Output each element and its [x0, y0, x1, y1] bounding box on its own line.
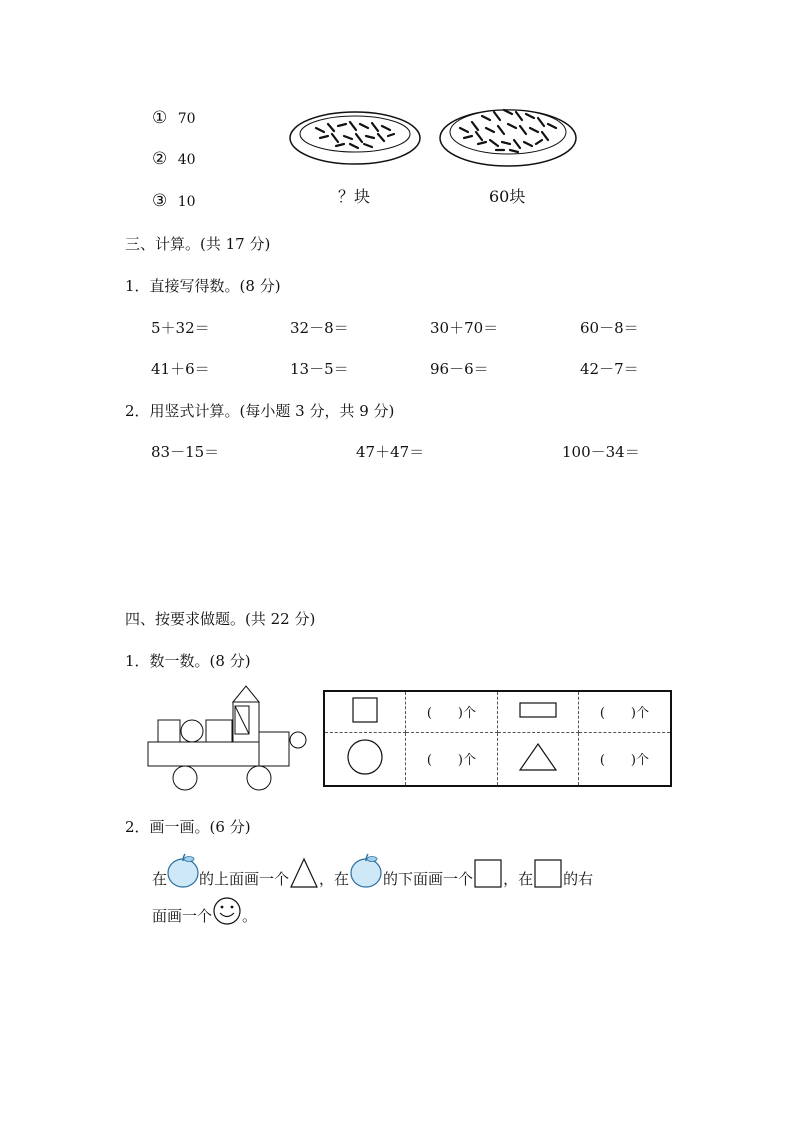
choice-value: 40	[177, 152, 196, 168]
section3-q1-title: 1．直接写得数。(8 分)	[125, 277, 281, 295]
equation: 30＋70＝	[430, 319, 499, 337]
answer-blank[interactable]: ( )个	[599, 753, 649, 769]
section3-title: 三、计算。(共 17 分)	[125, 235, 271, 253]
square-icon	[351, 696, 379, 724]
choice-mark: ①	[152, 108, 168, 128]
equation: 41＋6＝	[151, 360, 210, 378]
choice-2	[152, 149, 196, 169]
text-part: 的右	[563, 870, 594, 888]
choice-mark: ③	[152, 191, 168, 211]
choice-value: 70	[177, 111, 196, 127]
section4-q1-title: 1．数一数。(8 分)	[125, 652, 251, 670]
triangle-cell	[497, 732, 578, 786]
text-part: 的下面画一个	[383, 870, 474, 888]
equation: 32－8＝	[290, 319, 349, 337]
square-cell	[324, 691, 406, 732]
apple-icon	[349, 853, 383, 889]
answer-blank[interactable]: ( )个	[578, 691, 671, 732]
section3-q2-title: 2．用竖式计算。(每小题 3 分，共 9 分)	[125, 402, 395, 420]
equation: 60－8＝	[580, 319, 639, 337]
text-part: 。	[242, 907, 258, 925]
answer-blank[interactable]: ( )个	[406, 691, 498, 732]
vertical-equation: 83－15＝	[151, 443, 220, 461]
equation: 42－7＝	[580, 360, 639, 378]
plate-right-label: 60块	[489, 187, 526, 206]
draw-instruction-line2	[152, 890, 257, 926]
rectangle-icon	[518, 701, 558, 719]
text-part: 面画一个	[152, 907, 213, 925]
counting-table	[323, 690, 672, 787]
section4-q2-title: 2．画一画。(6 分)	[125, 818, 251, 836]
equation: 13－5＝	[290, 360, 349, 378]
vertical-equation: 100－34＝	[562, 443, 640, 461]
section4-title: 四、按要求做题。(共 22 分)	[125, 610, 316, 628]
train-figure	[145, 684, 310, 794]
rectangle-cell	[497, 691, 578, 732]
square-icon	[473, 857, 503, 889]
draw-instruction-line1	[152, 845, 593, 889]
choice-mark: ②	[152, 149, 168, 169]
choice-1	[152, 108, 196, 128]
answer-blank[interactable]: ( )个	[406, 732, 498, 786]
triangle-icon	[289, 857, 319, 889]
text-part: ，在	[503, 870, 534, 888]
text-part: ，在	[319, 870, 350, 888]
smiley-face-icon	[212, 894, 242, 926]
vertical-equation: 47＋47＝	[356, 443, 425, 461]
choice-3	[152, 191, 196, 211]
equation: 5＋32＝	[151, 319, 210, 337]
equation: 96－6＝	[430, 360, 489, 378]
plate-left-image	[288, 106, 423, 168]
text-part: 的上面画一个	[199, 870, 290, 888]
apple-icon	[166, 853, 200, 889]
plate-right-image	[438, 100, 578, 170]
text-part: 在	[152, 870, 168, 888]
circle-cell	[324, 732, 406, 786]
plate-left-label: ？块	[338, 187, 371, 206]
triangle-icon	[518, 742, 558, 772]
circle-icon	[346, 738, 384, 776]
choice-value: 10	[177, 194, 196, 210]
square-icon	[533, 857, 563, 889]
